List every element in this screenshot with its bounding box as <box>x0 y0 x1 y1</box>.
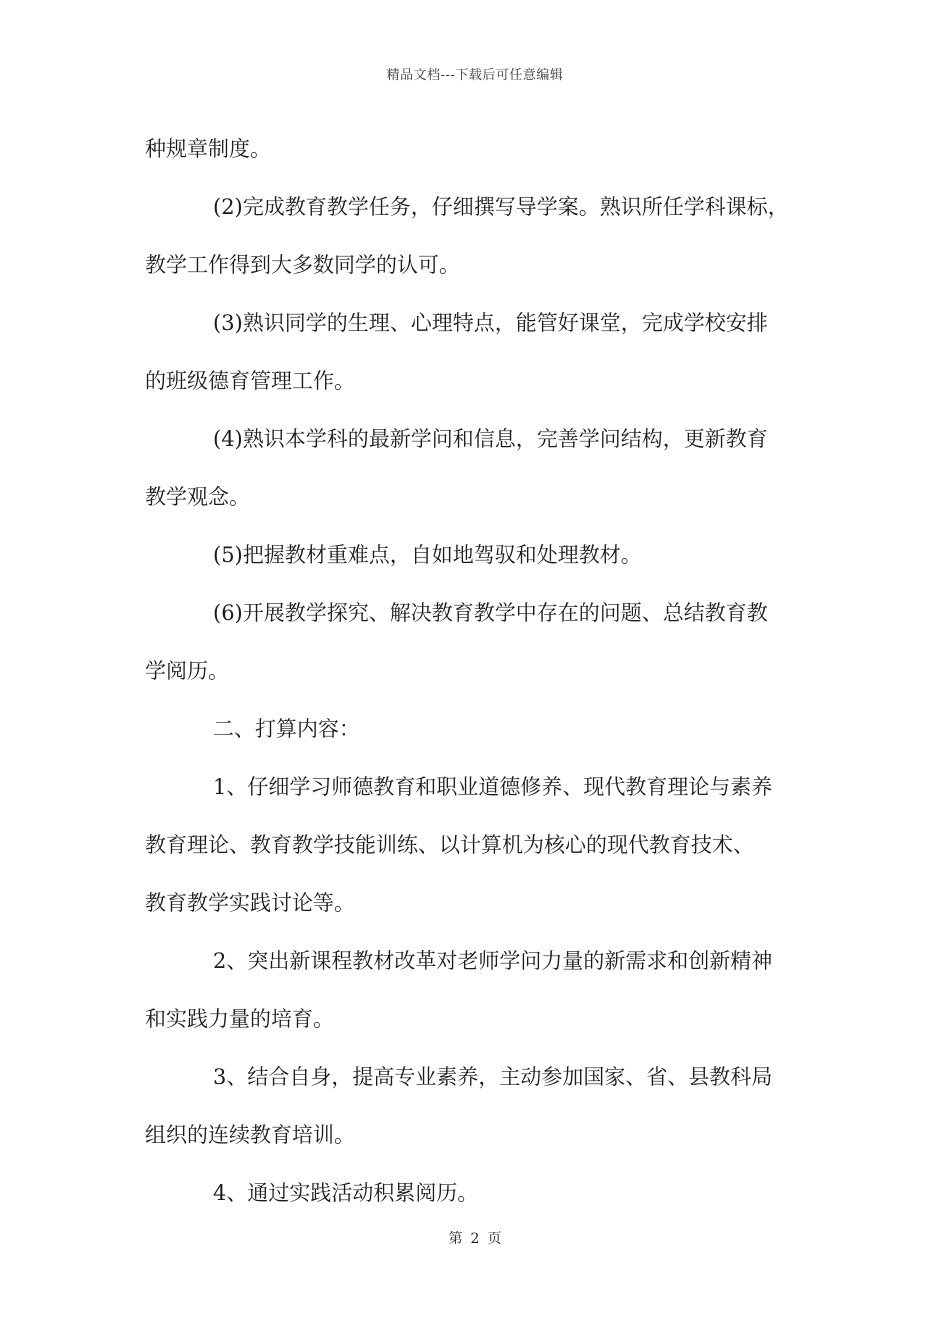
text-line: (4)熟识本学科的最新学问和信息，完善学问结构，更新教育 <box>213 427 768 451</box>
text-line: 4、通过实践活动积累阅历。 <box>213 1181 479 1205</box>
text-line: 教学工作得到大多数同学的认可。 <box>145 253 460 277</box>
text-line: 种规章制度。 <box>145 137 271 161</box>
page-header: 精品文档---下载后可任意编辑 <box>386 68 564 83</box>
text-line: 学阅历。 <box>145 659 229 683</box>
page-suffix: 页 <box>487 1231 502 1247</box>
text-line: 组织的连续教育培训。 <box>145 1123 355 1147</box>
page-footer <box>0 1228 950 1248</box>
text-line: 教学观念。 <box>145 485 250 509</box>
text-line: 1、仔细学习师德教育和职业道德修养、现代教育理论与素养 <box>213 775 773 799</box>
page-prefix: 第 <box>448 1231 463 1247</box>
text-line: (3)熟识同学的生理、心理特点，能管好课堂，完成学校安排 <box>213 311 768 335</box>
text-line: 教育教学实践讨论等。 <box>145 891 355 915</box>
text-line: (2)完成教育教学任务，仔细撰写导学案。熟识所任学科课标， <box>213 195 789 219</box>
text-line: (5)把握教材重难点，自如地驾驭和处理教材。 <box>213 543 642 567</box>
text-line: 教育理论、教育教学技能训练、以计算机为核心的现代教育技术、 <box>145 833 754 857</box>
text-line: 3、结合自身，提高专业素养，主动参加国家、省、县教科局 <box>213 1065 773 1089</box>
text-line: 的班级德育管理工作。 <box>145 369 355 393</box>
text-line: 2、突出新课程教材改革对老师学问力量的新需求和创新精神 <box>213 949 773 973</box>
page-number: 2 <box>470 1231 480 1247</box>
document-body <box>145 134 810 1236</box>
text-line: (6)开展教学探究、解决教育教学中存在的问题、总结教育教 <box>213 601 768 625</box>
section-heading: 二、打算内容： <box>213 717 360 741</box>
text-line: 和实践力量的培育。 <box>145 1007 334 1031</box>
